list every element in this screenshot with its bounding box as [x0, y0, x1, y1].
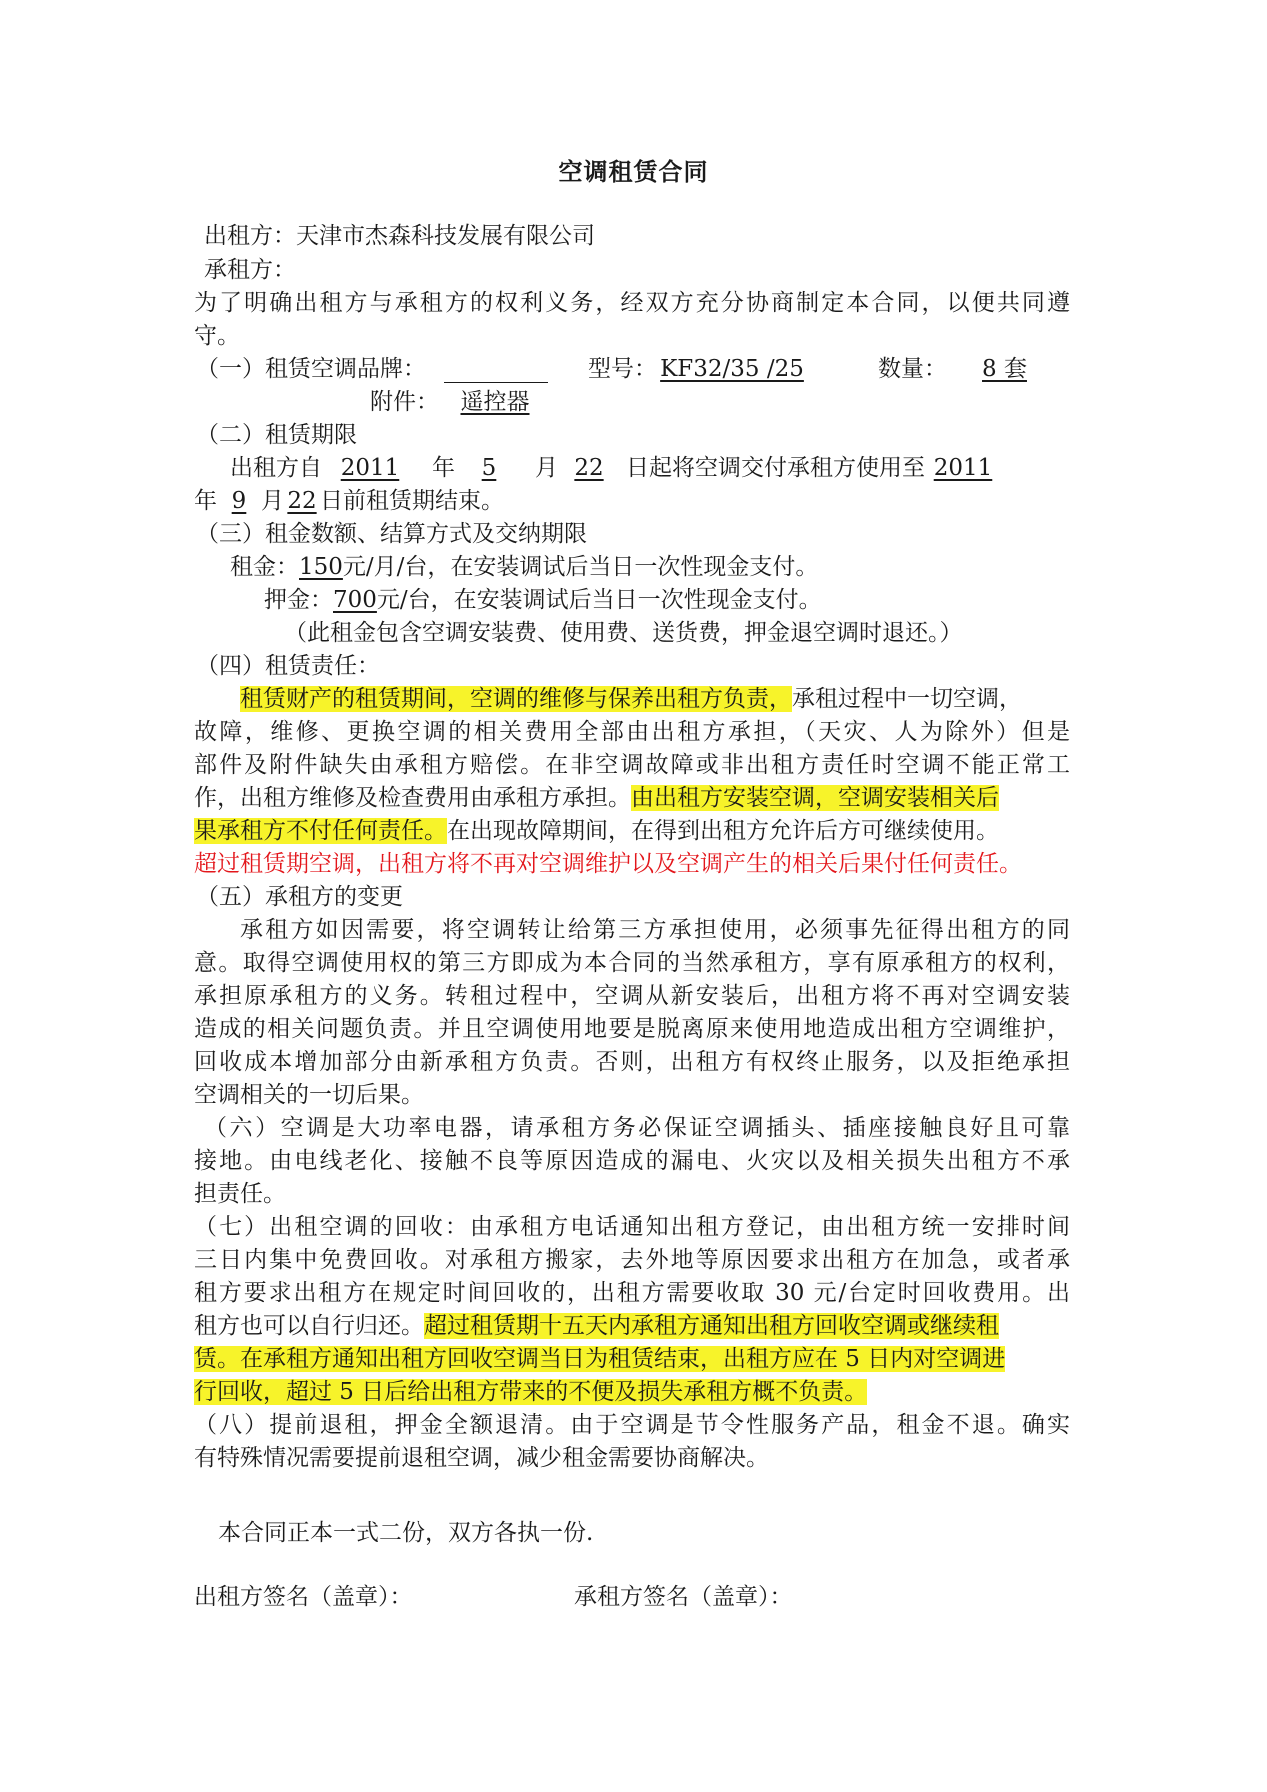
end-year: 2011 — [933, 455, 993, 481]
deposit-value: 700 — [333, 587, 377, 613]
intro-line-2: 守。 — [194, 323, 240, 349]
s7-line-4 — [194, 1310, 999, 1343]
s4-text-5: 在出现故障期间，在得到出租方允许后方可继续使用。 — [447, 818, 999, 844]
s4-heading: （四）租赁责任： — [196, 653, 380, 679]
s6-text-2: 接地。由电线老化、接触不良等原因造成的漏电、火灾以及相关损失出租方不承 — [194, 1148, 1070, 1174]
rent-terms: 元/月/台，在安装调试后当日一次性现金支付。 — [342, 554, 819, 580]
s4-highlight-2b: 果承租方不付任何责任。 — [194, 818, 447, 844]
s7-highlight-2: 赁。在承租方通知出租方回收空调当日为租赁结束，出租方应在 5 日内对空调进 — [194, 1346, 1006, 1372]
s2-heading: （二）租赁期限 — [196, 422, 357, 448]
deposit-terms: 元/台，在安装调试后当日一次性现金支付。 — [376, 587, 822, 613]
s8-text-1: （八）提前退租，押金全额退清。由于空调是节令性服务产品，租金不退。确实 — [194, 1412, 1070, 1438]
s4-line-4 — [194, 782, 999, 815]
s7-text-1: （七）出租空调的回收：由承租方电话通知出租方登记，由出租方统一安排时间 — [194, 1214, 1070, 1240]
lessee-label: 承租方： — [204, 257, 296, 283]
brand-blank — [444, 360, 548, 383]
rent-value: 150 — [299, 554, 343, 580]
intro-text-1: 为了明确出租方与承租方的权利义务，经双方充分协商制定本合同，以便共同遵 — [194, 290, 1070, 316]
s7-line-6 — [194, 1376, 867, 1409]
quantity-label: 数量： — [878, 356, 947, 382]
s6-line-3: 担责任。 — [194, 1181, 286, 1207]
s7-text-2: 三日内集中免费回收。对承租方搬家，去外地等原因要求出租方在加急，或者承 — [194, 1247, 1070, 1273]
s5-line-1 — [240, 914, 1070, 947]
s7-line-5 — [194, 1343, 1005, 1376]
end-year-char: 年 — [194, 488, 217, 514]
s4-red-warning: 超过租赁期空调，出租方将不再对空调维护以及空调产生的相关后果付任何责任。 — [194, 851, 1022, 877]
s8-line-2: 有特殊情况需要提前退租空调，减少租金需要协商解决。 — [194, 1445, 769, 1471]
model-label: 型号： — [588, 356, 657, 382]
s7-line-2 — [194, 1244, 1070, 1277]
s3-heading: （三）租金数额、结算方式及交纳期限 — [196, 521, 587, 547]
period-text-end: 日前租赁期结束。 — [320, 488, 504, 514]
model-value: KF32/35 /25 — [660, 356, 804, 382]
end-month: 9 — [231, 488, 247, 514]
s7-highlight-3: 行回收，超过 5 日后给出租方带来的不便及损失承租方概不负责。 — [194, 1379, 868, 1405]
period-text-from: 出租方自 — [230, 455, 322, 481]
s5-text-3: 承担原承租方的义务。转租过程中，空调从新安装后，出租方将不再对空调安装 — [194, 983, 1070, 1009]
s4-highlight-2a: 由出租方安装空调，空调安装相关后 — [631, 785, 999, 811]
start-month: 5 — [481, 455, 497, 481]
intro-line-1 — [194, 287, 1070, 320]
s1-quantity — [878, 353, 1062, 386]
s5-line-3 — [194, 980, 1070, 1013]
s5-line-4 — [194, 1013, 1070, 1046]
closing-statement: 本合同正本一式二份，双方各执一份. — [218, 1520, 594, 1546]
s2-period-line-2 — [194, 485, 504, 518]
s3-deposit-line — [264, 584, 822, 617]
s7-text-4: 租方也可以自行归还。 — [194, 1313, 424, 1339]
lessor-signature: 出租方签名（盖章）： — [194, 1584, 413, 1610]
s6-line-1 — [204, 1112, 1070, 1145]
s6-line-2 — [194, 1145, 1070, 1178]
s1-accessory — [370, 386, 551, 419]
quantity-value: 8 套 — [982, 356, 1027, 382]
s5-line-5 — [194, 1046, 1070, 1079]
rent-label: 租金： — [230, 554, 299, 580]
s3-rent-line — [230, 551, 818, 584]
s4-text-3: 部件及附件缺失由承租方赔偿。在非空调故障或非出租方责任时空调不能正常工 — [194, 752, 1070, 778]
lessor-label: 出租方： — [204, 223, 296, 249]
s5-text-2: 意。取得空调使用权的第三方即成为本合同的当然承租方，享有原承租方的权利， — [194, 950, 1070, 976]
lessor-line — [204, 220, 595, 253]
period-text-to: 日起将空调交付承租方使用至 — [626, 455, 925, 481]
s4-line-1 — [240, 683, 1022, 716]
s5-text-4: 造成的相关问题负责。并且空调使用地要是脱离原来使用地造成出租方空调维护， — [194, 1016, 1070, 1042]
year-char: 年 — [432, 455, 455, 481]
s7-line-3 — [194, 1277, 1070, 1310]
s4-text-1: 承租过程中一切空调， — [792, 686, 1022, 712]
s7-highlight-1: 超过租赁期十五天内承租方通知出租方回收空调或继续租 — [424, 1313, 999, 1339]
s1-model — [588, 353, 807, 386]
s4-text-4: 作，出租方维修及检查费用由承租方承担。 — [194, 785, 631, 811]
s6-text-1: （六）空调是大功率电器，请承租方务必保证空调插头、插座接触良好且可靠 — [204, 1115, 1070, 1141]
start-day: 22 — [574, 455, 604, 481]
s4-line-3 — [194, 749, 1070, 782]
lessee-signature: 承租方签名（盖章）： — [574, 1584, 793, 1610]
s4-text-2: 故障，维修、更换空调的相关费用全部由出租方承担，（天灾、人为除外）但是 — [194, 719, 1070, 745]
s7-text-3: 租方要求出租方在规定时间回收的，出租方需要收取 30 元/台定时回收费用。出 — [194, 1280, 1070, 1306]
lessee-line — [204, 254, 296, 287]
s4-line-2 — [194, 716, 1070, 749]
s5-heading: （五）承租方的变更 — [196, 884, 403, 910]
s2-period-line-1 — [230, 452, 1001, 485]
s5-text-1: 承租方如因需要，将空调转让给第三方承担使用，必须事先征得出租方的同 — [240, 917, 1070, 943]
accessory-value: 遥控器 — [460, 389, 530, 415]
s3-note: （此租金包含空调安装费、使用费、送货费，押金退空调时退还。） — [284, 620, 963, 646]
s5-line-6: 空调相关的一切后果。 — [194, 1082, 424, 1108]
s5-line-2 — [194, 947, 1070, 980]
s8-line-1 — [194, 1409, 1070, 1442]
s4-highlight-1: 租赁财产的租赁期间，空调的维修与保养出租方负责， — [240, 686, 792, 712]
deposit-label: 押金： — [264, 587, 333, 613]
document-title: 空调租赁合同 — [558, 158, 709, 186]
end-month-char: 月 — [261, 488, 284, 514]
s7-line-1 — [194, 1211, 1070, 1244]
start-year: 2011 — [340, 455, 400, 481]
s1-brand-label: （一）租赁空调品牌： — [196, 356, 426, 382]
month-char: 月 — [535, 455, 558, 481]
lessor-name: 天津市杰森科技发展有限公司 — [296, 223, 595, 249]
s5-text-5: 回收成本增加部分由新承租方负责。否则，出租方有权终止服务，以及拒绝承担 — [194, 1049, 1070, 1075]
end-day: 22 — [287, 488, 317, 514]
s4-line-5 — [194, 815, 999, 848]
accessory-label: 附件： — [370, 389, 439, 415]
